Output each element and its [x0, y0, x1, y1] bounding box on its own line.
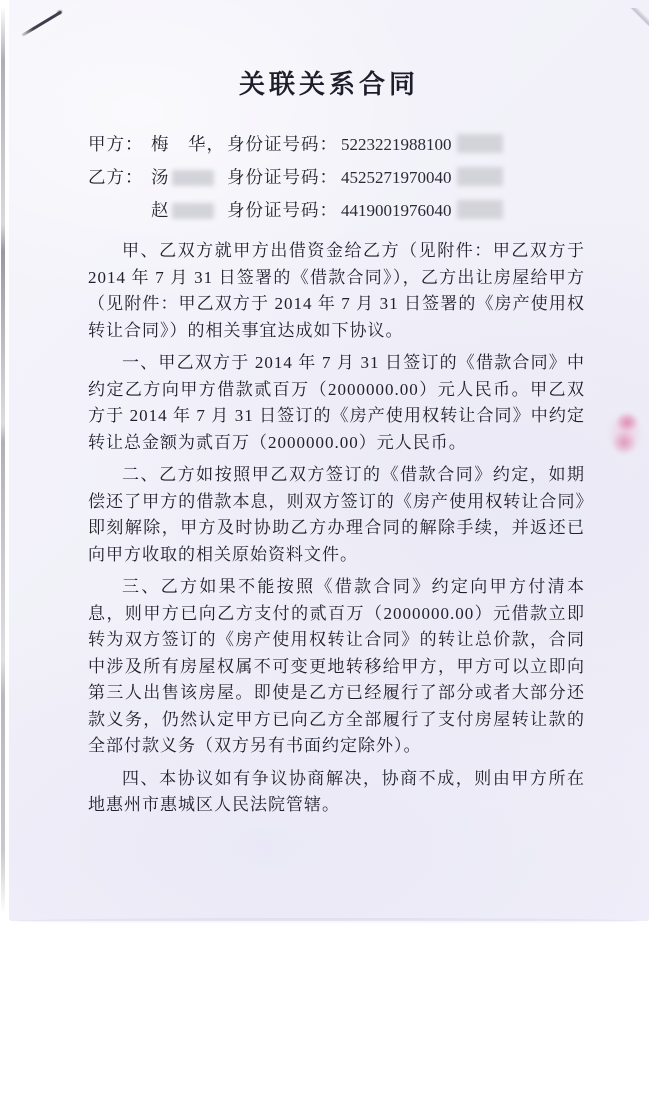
pen-mark — [21, 11, 62, 37]
paragraph-clause-3: 三、乙方如果不能按照《借款合同》约定向甲方付清本息，则甲方已向乙方支付的贰百万（2000000.00）元借款立即转为双方签订的《房产使用权转让合同》的转让总价款，合同中涉及所有房屋权属不可变更地转移给甲方，甲方可以立即向第三人出售该房屋。即使是乙方已经履行了部分或者大部分还款义务，仍然认定甲方已向乙方全部履行了支付房屋转让款的全部付款义务（双方另有书面约定除外）。 — [88, 577, 585, 755]
redaction-blur-name — [172, 170, 214, 186]
red-stamp-smudge — [603, 406, 647, 460]
paragraph-clause-1: 一、甲乙双方于 2014 年 7 月 31 日签订的《借款合同》中约定乙方向甲方借款贰百万（2000000.00）元人民币。甲乙双方于 2014 年 7 月 31 日签订的《房产使用权转让合同》中约定转让总金额为贰百万（2000000.00）元人民币。 — [88, 353, 585, 452]
party-row-jiafang — [88, 128, 503, 161]
scan-page — [9, 0, 649, 921]
party-surname: 汤 — [151, 167, 170, 187]
paragraph-clause-2: 二、乙方如按照甲乙双方签订的《借款合同》约定，如期偿还了甲方的借款本息，则双方签订的《房产使用权转让合同》即刻解除，甲方及时协助乙方办理合同的解除手续，并返还已向甲方收取的相关原始资料文件。 — [88, 465, 585, 564]
page-corner-fold — [627, 8, 649, 26]
scan-left-edge-shadow — [1, 6, 5, 914]
party-name — [151, 161, 227, 194]
parties-block — [88, 128, 503, 227]
id-number: 5223221988100 — [341, 135, 452, 154]
document-title: 关联关系合同 — [238, 70, 419, 99]
party-name — [151, 194, 227, 227]
party-name: 梅 华， — [151, 134, 225, 154]
paragraph-preamble: 甲、乙双方就甲方出借资金给乙方（见附件：甲乙双方于 2014 年 7 月 31 日签署的《借款合同》），乙方出让房屋给甲方（见附件：甲乙双方于 2014 年 7 月 31 日签署的《房产使用权转让合同》）的相关事宜达成如下协议。 — [88, 241, 585, 340]
redaction-blur-id — [457, 134, 503, 153]
redaction-blur-id — [457, 167, 503, 186]
id-label: 身份证号码： — [227, 167, 338, 187]
party-role-label: 乙方： — [88, 167, 144, 187]
redaction-blur-id — [457, 200, 503, 219]
id-label: 身份证号码： — [227, 134, 338, 154]
id-number: 4419001976040 — [341, 201, 452, 220]
party-row-yifang-2 — [88, 194, 503, 227]
id-label: 身份证号码： — [227, 200, 338, 220]
id-number: 4525271970040 — [341, 168, 452, 187]
party-row-yifang-1 — [88, 161, 503, 194]
contract-body — [88, 238, 585, 825]
redaction-blur-name — [172, 203, 214, 219]
party-surname: 赵 — [151, 200, 170, 220]
party-role-label: 甲方： — [88, 134, 144, 154]
paragraph-clause-4: 四、本协议如有争议协商解决，协商不成，则由甲方所在地惠州市惠城区人民法院管辖。 — [88, 768, 585, 814]
